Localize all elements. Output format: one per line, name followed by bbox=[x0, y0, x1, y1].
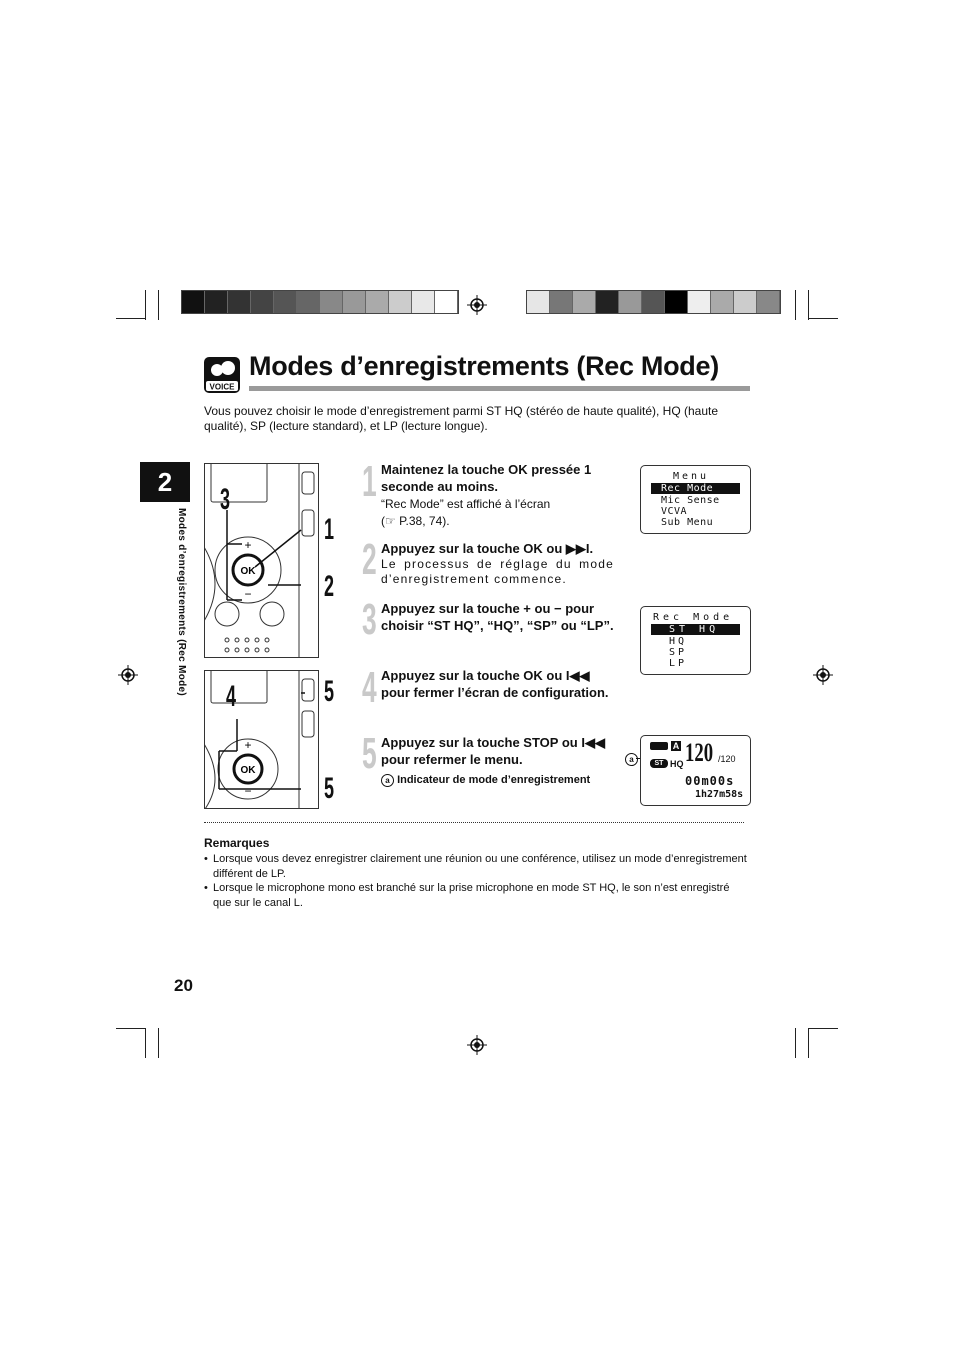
step-1-title: Maintenez la touche OK pressée 1 seconde au moins. bbox=[381, 462, 592, 494]
lcd-menu-header: Menu bbox=[673, 471, 710, 482]
svg-text:VOICE: VOICE bbox=[209, 382, 235, 392]
lcd-rec-mode-header: Rec Mode bbox=[653, 612, 734, 623]
lcd-marker-a: a bbox=[625, 753, 638, 766]
page-title: Modes d’enregistrements (Rec Mode) bbox=[249, 351, 719, 381]
step-2-detail: Le processus de réglage du mode d’enregistrement commence. bbox=[381, 557, 614, 586]
file-count: 120 bbox=[685, 738, 714, 767]
registration-mark-icon bbox=[467, 1035, 487, 1055]
intro-paragraph: Vous pouvez choisir le mode d’enregistrement parmi ST HQ (stéréo de haute qualité), HQ (haute qualité), SP (lecture standard), et LP (lecture longue). bbox=[204, 404, 719, 433]
svg-text:−: − bbox=[244, 587, 252, 601]
callout-1: 1 bbox=[324, 513, 335, 546]
step-1-ref: (☞ P.38, 74). bbox=[381, 514, 450, 528]
stereo-indicator: ST bbox=[650, 759, 668, 768]
svg-text:OK: OK bbox=[240, 566, 256, 577]
battery-icon bbox=[650, 742, 668, 750]
svg-text:+: + bbox=[244, 538, 252, 552]
lcd-rec-mode-item: HQ bbox=[669, 636, 688, 647]
svg-text:−: − bbox=[244, 784, 252, 798]
step-4 bbox=[381, 667, 614, 701]
step-1-detail: “Rec Mode” est affiché à l’écran bbox=[381, 497, 551, 511]
file-total: /120 bbox=[718, 754, 736, 764]
folder-indicator: A bbox=[672, 741, 680, 751]
device-illustration-bottom bbox=[204, 670, 319, 809]
lcd-rec-mode-item: LP bbox=[669, 658, 688, 669]
step-5 bbox=[381, 734, 614, 789]
step-number: 5 bbox=[362, 729, 377, 778]
color-bar-left bbox=[181, 290, 459, 314]
registration-mark-icon bbox=[813, 665, 833, 685]
title-rule bbox=[249, 386, 750, 391]
step-3-title: Appuyez sur la touche + ou − pour choisir “ST HQ”, “HQ”, “SP” ou “LP”. bbox=[381, 601, 614, 633]
registration-mark-icon bbox=[118, 665, 138, 685]
notes-heading: Remarques bbox=[204, 836, 270, 850]
color-bar-right bbox=[526, 290, 781, 314]
page-number: 20 bbox=[174, 976, 193, 995]
step-2 bbox=[381, 540, 614, 587]
elapsed-time: 00m00s bbox=[685, 774, 735, 788]
lcd-rec-mode-screen bbox=[640, 606, 751, 675]
step-4-title: Appuyez sur la touche OK ou I◀◀ pour fermer l’écran de configuration. bbox=[381, 668, 609, 700]
notes-divider bbox=[204, 822, 744, 823]
callout-5-bottom: 5 bbox=[324, 772, 335, 805]
step-number: 4 bbox=[362, 663, 377, 712]
step-number: 1 bbox=[362, 457, 377, 506]
step-1 bbox=[381, 461, 614, 529]
marker-a: a bbox=[381, 774, 394, 787]
note-item: • Lorsque le microphone mono est branché sur la prise microphone en mode ST HQ, le son n’est enregistré que sur le canal L. bbox=[213, 881, 750, 911]
step-number: 3 bbox=[362, 595, 377, 644]
callout-4: 4 bbox=[226, 680, 237, 713]
step-2-title: Appuyez sur la touche OK ou ▶▶I. bbox=[381, 541, 594, 556]
lcd-menu-screen bbox=[640, 465, 751, 534]
step-5-title: Appuyez sur la touche STOP ou I◀◀ pour refermer le menu. bbox=[381, 735, 605, 767]
note-item: • Lorsque vous devez enregistrer clairement une réunion ou une conférence, utilisez un mode d’enregistrement différent de LP. bbox=[213, 852, 750, 882]
registration-mark-icon bbox=[467, 295, 487, 315]
step-3 bbox=[381, 600, 614, 634]
lcd-standby-screen bbox=[640, 735, 751, 806]
voice-icon bbox=[204, 357, 240, 393]
lcd-menu-item: VCVA bbox=[661, 506, 688, 517]
svg-text:OK: OK bbox=[240, 765, 256, 776]
lcd-menu-item-selected: Rec Mode bbox=[651, 483, 740, 494]
lcd-menu-item: Sub Menu bbox=[661, 517, 714, 528]
callout-3: 3 bbox=[220, 483, 231, 516]
step-5-detail: Indicateur de mode d’enregistrement bbox=[397, 774, 591, 786]
step-number: 2 bbox=[362, 535, 377, 584]
chapter-side-label: Modes d’enregistrements (Rec Mode) bbox=[176, 508, 187, 697]
remaining-time: 1h27m58s bbox=[695, 789, 744, 800]
svg-text:+: + bbox=[244, 738, 252, 752]
callout-5-top: 5 bbox=[324, 675, 335, 708]
lcd-menu-item: Mic Sense bbox=[661, 495, 720, 506]
lcd-rec-mode-item-selected: ST HQ bbox=[651, 624, 740, 635]
callout-2: 2 bbox=[324, 570, 335, 603]
lcd-rec-mode-item: SP bbox=[669, 647, 688, 658]
rec-mode-indicator: HQ bbox=[670, 759, 684, 769]
chapter-tab: 2 bbox=[140, 462, 190, 502]
